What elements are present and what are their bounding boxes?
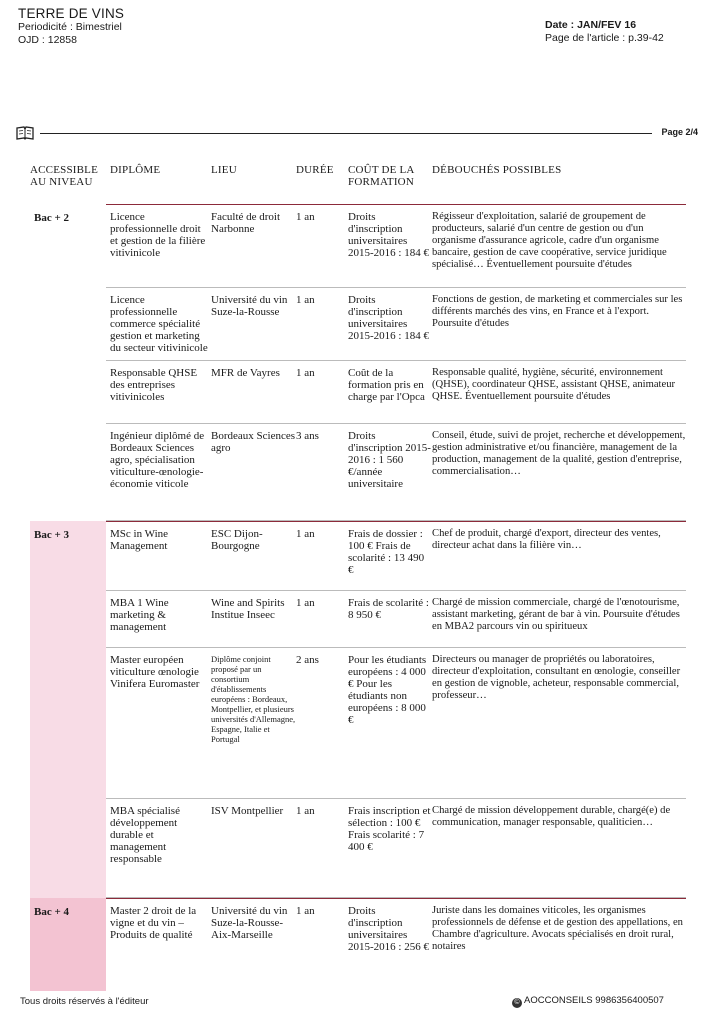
- cell-debouches: Responsable qualité, hygiène, sécurité, environnement (QHSE), coordinateur QHSE, assistant QHSE, animateur QHSE. Éventuellement poursuite d'études: [432, 367, 676, 402]
- group-bac2: [30, 204, 686, 521]
- col-diplome: DIPLÔME: [110, 164, 161, 176]
- footer-account: [512, 995, 664, 1008]
- cell-duree: 1 an: [296, 528, 315, 540]
- cell-duree: 1 an: [296, 805, 315, 817]
- cell-duree: 1 an: [296, 367, 315, 379]
- cell-duree: 1 an: [296, 597, 315, 609]
- table-row: [106, 521, 686, 591]
- cell-diplome: Ingénieur diplômé de Bordeaux Sciences agro, spécialisation viticulture-œnologie-économie viticole: [110, 430, 205, 490]
- col-lieu: LIEU: [211, 164, 237, 176]
- cell-duree: 1 an: [296, 905, 315, 917]
- cell-diplome: Responsable QHSE des entreprises vitivinicoles: [110, 367, 198, 403]
- cell-cout: Droits d'inscription 2015-2016 : 1 560 €/année universitaire: [348, 430, 431, 490]
- table-row: [106, 648, 686, 799]
- account-id: AOCCONSEILS 9986356400507: [524, 995, 664, 1006]
- level-label: Bac + 2: [34, 212, 69, 224]
- col-niveau: ACCESSIBLE AU NIVEAU: [30, 164, 99, 188]
- cell-diplome: MSc in Wine Management: [110, 528, 169, 552]
- cell-debouches: Conseil, étude, suivi de projet, recherche et développement, gestion administrative et/ou financière, management de la production, management de la qualité, gestion d'entreprise, commercialisation…: [432, 430, 686, 477]
- table-header: [30, 162, 686, 204]
- cell-cout: Frais de dossier : 100 € Frais de scolarité : 13 490 €: [348, 528, 425, 576]
- page-rule: [16, 126, 698, 142]
- table-row: [106, 591, 686, 648]
- cell-duree: 2 ans: [296, 654, 319, 666]
- col-debouches: DÉBOUCHÉS POSSIBLES: [432, 164, 562, 176]
- cell-lieu: Université du vin Suze-la-Rousse-Aix-Marseille: [211, 905, 288, 941]
- table-row: [106, 361, 686, 424]
- cell-duree: 3 ans: [296, 430, 319, 442]
- issue-date: Date : JAN/FEV 16: [545, 19, 637, 31]
- cell-diplome: MBA 1 Wine marketing & management: [110, 597, 169, 633]
- level-label: Bac + 4: [34, 906, 69, 918]
- book-icon: [16, 126, 34, 140]
- group-bac4: [30, 898, 686, 991]
- cell-diplome: Licence professionnelle commerce spécialité gestion et marketing du secteur vitivinicole: [110, 294, 208, 354]
- cell-debouches: Fonctions de gestion, de marketing et commerciales sur les différents marchés des vins, en France et à l'export. Poursuite d'études: [432, 294, 683, 329]
- col-cout: COÛT DE LA FORMATION: [348, 164, 414, 188]
- cell-cout: Droits d'inscription universitaires 2015-2016 : 184 €: [348, 294, 429, 342]
- header-right: [545, 19, 664, 45]
- cell-debouches: Directeurs ou manager de propriétés ou laboratoires, directeur d'exploitation, consultant en œnologie, conseiller en gestion de vignoble, acheteur, responsable commercial, professeur…: [432, 654, 681, 701]
- periodicity: Periodicité : Bimestriel: [18, 21, 122, 33]
- header-left: [18, 6, 124, 47]
- rule-line: [40, 133, 652, 134]
- table-row: [106, 204, 686, 288]
- table-row: [106, 898, 686, 991]
- group-bac3: [30, 521, 686, 898]
- table-row: [106, 799, 686, 898]
- ojd: OJD : 12858: [18, 34, 77, 46]
- cell-lieu: MFR de Vayres: [211, 367, 280, 379]
- cell-diplome: Licence professionnelle droit et gestion de la filière vitivinicole: [110, 211, 206, 259]
- cell-cout: Droits d'inscription universitaires 2015-2016 : 184 €: [348, 211, 429, 259]
- cell-duree: 1 an: [296, 211, 315, 223]
- cell-cout: Frais inscription et sélection : 100 € Frais scolarité : 7 400 €: [348, 805, 431, 853]
- cell-debouches: Chargé de mission commerciale, chargé de l'œnotourisme, assistant marketing, gérant de bar à vin. Poursuite d'études en MBA2 parcours vin ou spiritueux: [432, 597, 680, 632]
- level-label: Bac + 3: [34, 529, 69, 541]
- col-duree: DURÉE: [296, 164, 334, 176]
- cell-cout: Pour les étudiants européens : 4 000 € Pour les étudiants non européens : 8 000 €: [348, 654, 427, 726]
- publication-title: TERRE DE VINS: [18, 6, 125, 21]
- cell-debouches: Régisseur d'exploitation, salarié de groupement de producteurs, salarié d'un centre de gestion ou d'un organisme d'assurance agricole, cadre d'un organisme bancaire, gestion de cave coopérative, service juridique spécialisé… Éventuellement poursuite d'études: [432, 211, 667, 270]
- cell-diplome: MBA spécialisé développement durable et management responsable: [110, 805, 180, 865]
- cell-debouches: Juriste dans les domaines viticoles, les organismes professionnels de défense et de gestion des appellations, en Chambre d'agriculture. Avocats spécialisés en droit rural, notaires: [432, 905, 683, 952]
- level-band: [30, 204, 106, 521]
- clipping-icon: ©: [512, 998, 522, 1008]
- cell-lieu: Université du vin Suze-la-Rousse: [211, 294, 288, 318]
- cell-lieu: Wine and Spirits Institue Inseec: [211, 597, 285, 621]
- cell-debouches: Chargé de mission développement durable, chargé(e) de communication, manager responsable, qualiticien…: [432, 805, 671, 828]
- article-pages: Page de l'article : p.39-42: [545, 32, 664, 44]
- formations-table: [30, 162, 686, 991]
- cell-lieu: Diplôme conjoint proposé par un consortium d'établissements européens : Bordeaux, Montpellier, et plusieurs universités d'Allemagne, Espagne, Italie et Portugal: [211, 654, 296, 744]
- level-band: [30, 521, 106, 898]
- table-row: [106, 424, 686, 521]
- cell-lieu: Faculté de droit Narbonne: [211, 211, 281, 235]
- cell-duree: 1 an: [296, 294, 315, 306]
- page-number: Page 2/4: [661, 127, 698, 137]
- cell-cout: Frais de scolarité : 8 950 €: [348, 597, 429, 621]
- footer-rights: Tous droits réservés à l'éditeur: [20, 996, 149, 1007]
- cell-lieu: ESC Dijon-Bourgogne: [211, 528, 263, 552]
- cell-diplome: Master 2 droit de la vigne et du vin – Produits de qualité: [110, 905, 197, 941]
- cell-cout: Droits d'inscription universitaires 2015-2016 : 256 €: [348, 905, 429, 953]
- table-row: [106, 288, 686, 361]
- cell-lieu: ISV Montpellier: [211, 805, 284, 817]
- cell-debouches: Chef de produit, chargé d'export, directeur des ventes, directeur achat dans la filière vin…: [432, 528, 661, 551]
- cell-lieu: Bordeaux Sciences agro: [211, 430, 295, 454]
- cell-diplome: Master européen viticulture œnologie Vinifera Euromaster: [110, 654, 200, 690]
- cell-cout: Coût de la formation pris en charge par l'Opca: [348, 367, 425, 403]
